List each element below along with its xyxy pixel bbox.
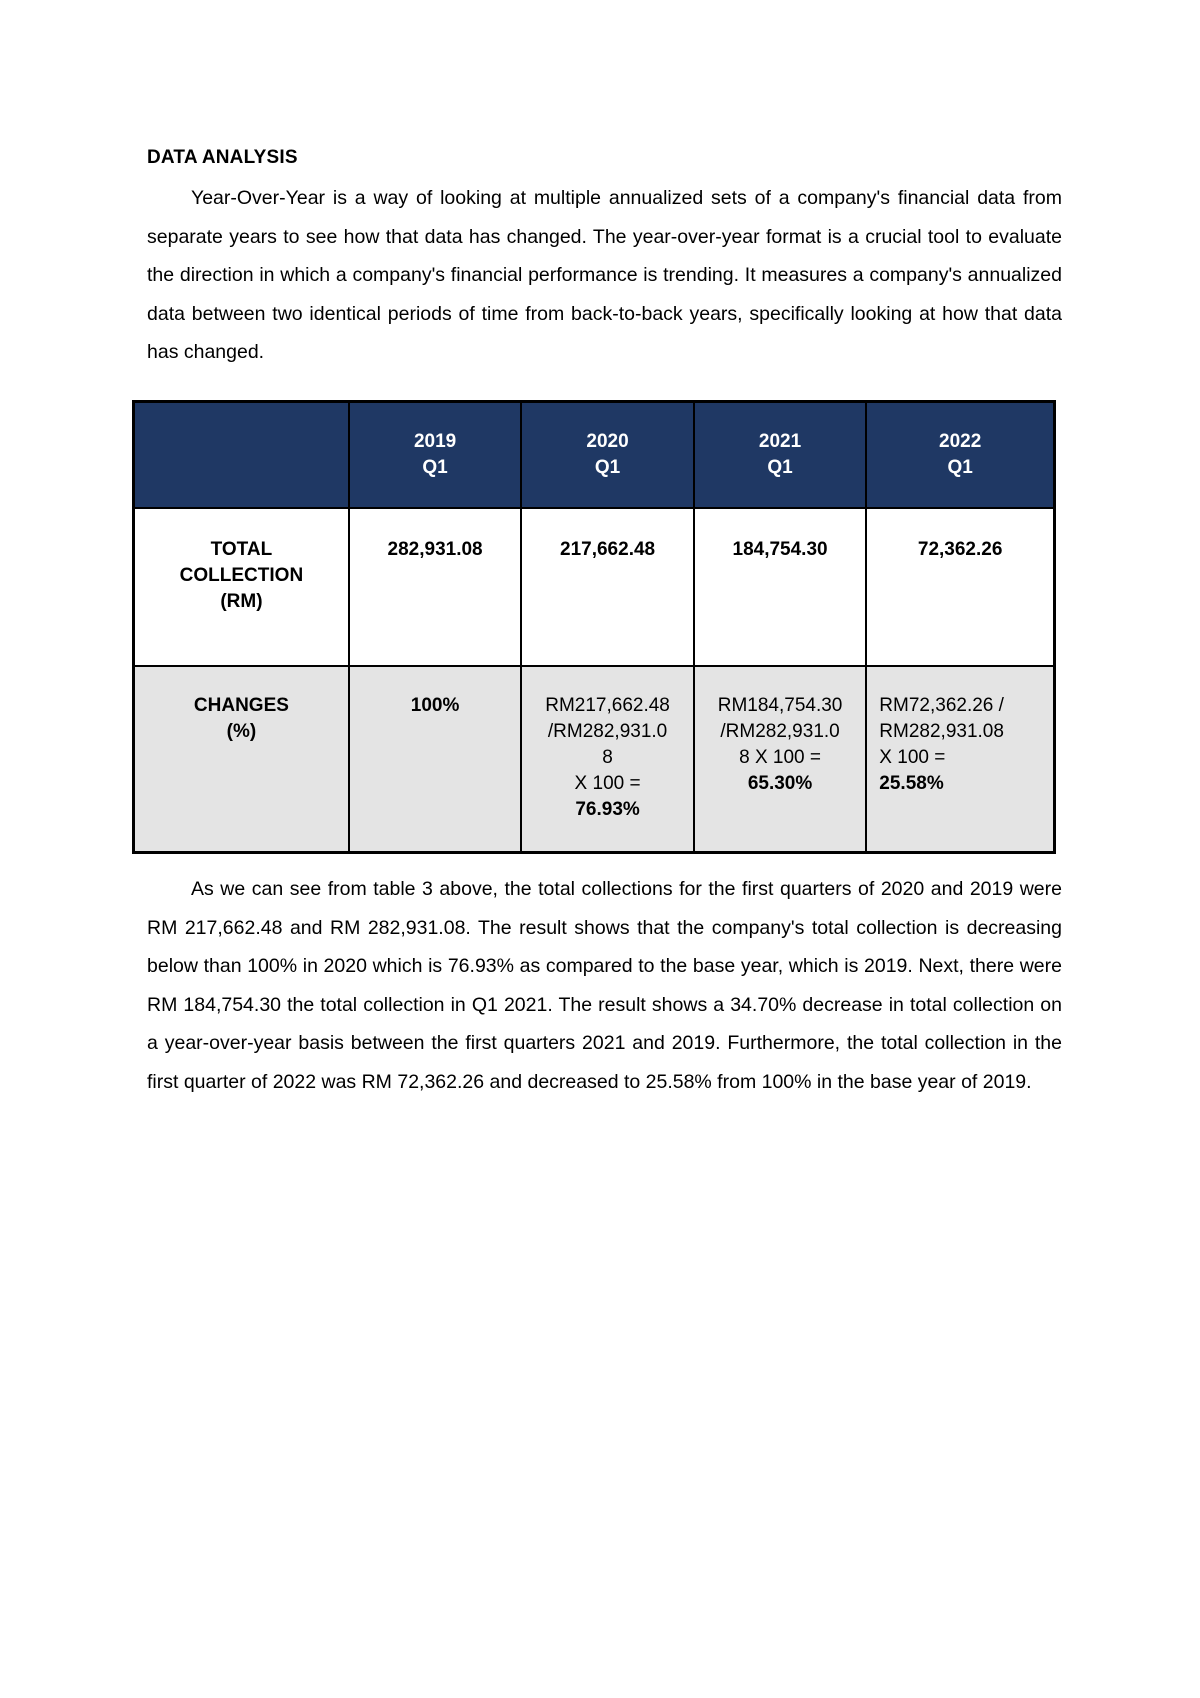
row-label-line: (%) (226, 721, 257, 742)
conclusion-paragraph: As we can see from table 3 above, the total collections for the first quarters of 2020 and 2019 were RM 217,662.48 and RM 282,931.08. The result shows that the company's total collection is decreasing below than 100% in 2020 which is 76.93% as compared to the base year, which is 2019. Next, there were RM 184,754.30 the total collection in Q1 2021. The result shows a 34.70% decrease in total collection on a year-over-year basis between the first quarters 2021 and 2019. Furthermore, the total collection in the first quarter of 2022 was RM 72,362.26 and decreased to 25.58% from 100% in the base year of 2019. (147, 878, 1062, 1093)
formula-line: 8 X 100 = (739, 747, 821, 768)
formula-line: RM184,754.30 (717, 695, 843, 716)
row-label-changes (134, 666, 349, 853)
total-2019-cell: 282,931.08 (349, 508, 521, 666)
header-quarter: Q1 (947, 457, 973, 478)
formula-result: 65.30% (747, 773, 813, 794)
total-2021-cell: 184,754.30 (694, 508, 866, 666)
header-year: 2020 (586, 431, 629, 452)
header-year: 2021 (758, 431, 802, 452)
changes-2019-cell: 100% (349, 666, 521, 853)
formula-line: X 100 = (879, 747, 946, 768)
header-2021 (694, 402, 866, 509)
yoy-table (132, 400, 1056, 854)
formula-line: X 100 = (574, 773, 641, 794)
row-label-line: (RM) (220, 591, 263, 612)
header-2019 (349, 402, 521, 509)
formula-line: /RM282,931.0 (720, 721, 840, 742)
formula-line: RM282,931.08 (879, 721, 1004, 742)
header-2020 (521, 402, 693, 509)
formula-line: /RM282,931.0 (547, 721, 668, 742)
conclusion-section (147, 870, 1062, 1101)
row-label-line: CHANGES (193, 695, 289, 716)
table-row-changes (134, 666, 1055, 853)
row-label-total-collection (134, 508, 349, 666)
header-year: 2022 (939, 431, 982, 452)
header-quarter: Q1 (594, 457, 621, 478)
total-2022-cell: 72,362.26 (866, 508, 1054, 666)
document-body (147, 145, 1062, 372)
header-year: 2019 (413, 431, 457, 452)
header-2022 (866, 402, 1054, 509)
yoy-table-container (132, 400, 1056, 854)
row-label-line: TOTAL (210, 539, 273, 560)
header-quarter: Q1 (422, 457, 448, 478)
formula-result: 76.93% (575, 799, 640, 820)
changes-2021-cell (694, 666, 866, 853)
section-heading: DATA ANALYSIS (147, 147, 298, 168)
intro-paragraph: Year-Over-Year is a way of looking at multiple annualized sets of a company's financial data from separate years to see how that data has changed. The year-over-year format is a crucial tool to evaluate the direction in which a company's financial performance is trending. It measures a company's annualized data between two identical periods of time from back-to-back years, specifically looking at how that data has changed. (147, 187, 1062, 363)
formula-line: RM217,662.48 (545, 695, 670, 716)
table-row-total-collection (134, 508, 1055, 666)
formula-line: 8 (602, 747, 613, 768)
header-quarter: Q1 (767, 457, 793, 478)
row-label-line: COLLECTION (179, 565, 304, 586)
total-2020-cell: 217,662.48 (521, 508, 693, 666)
table-header-row (134, 402, 1055, 509)
formula-result: 25.58% (879, 773, 944, 794)
changes-2022-cell (866, 666, 1054, 853)
header-empty-cell (134, 402, 349, 509)
changes-2020-cell (521, 666, 693, 853)
formula-line: RM72,362.26 / (879, 695, 1004, 716)
